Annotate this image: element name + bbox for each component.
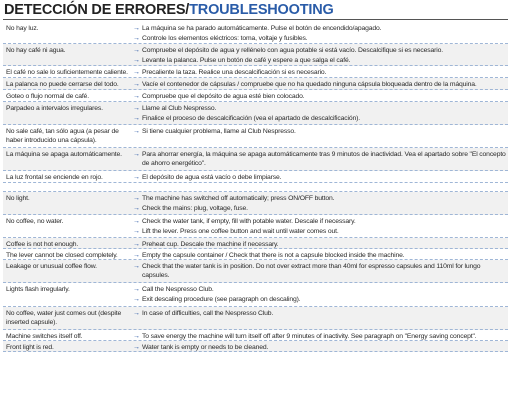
solution-text: Water tank is empty or needs to be cleaned. [142, 343, 269, 351]
problem-cell: Coffee is not hot enough. [6, 240, 79, 248]
solution-item [133, 34, 507, 43]
solution-item [133, 251, 507, 260]
solution-item [133, 204, 507, 213]
solution-cell [133, 78, 507, 89]
solution-text: In case of difficulties, call the Nespresso Club. [142, 309, 274, 317]
problem-cell: La luz frontal se enciende en rojo. [6, 173, 103, 181]
solution-item [133, 56, 507, 65]
arrow-right-icon: → [133, 68, 140, 76]
arrow-right-icon: → [133, 205, 140, 213]
title-underline [3, 19, 508, 20]
title-english: TROUBLESHOOTING [189, 2, 334, 18]
solution-item [133, 227, 507, 236]
arrow-right-icon: → [133, 35, 140, 43]
solution-text: Vacíe el contenedor de cápsulas / compruebe que no ha quedado ninguna cápsula bloqueada dentro de la máquina. [142, 80, 477, 88]
solution-text: El depósito de agua está vacío o debe limpiarse. [142, 173, 282, 181]
solution-cell [133, 283, 507, 304]
solution-item [133, 46, 507, 55]
arrow-right-icon: → [133, 92, 140, 100]
solution-item [133, 173, 507, 182]
solution-text: Compruebe que el depósito de agua esté bien colocado. [142, 92, 305, 100]
problem-cell: No hay luz. [6, 24, 39, 32]
solution-text: Finalice el proceso de descalcificación (vea el apartado de descalcificación). [142, 115, 361, 123]
arrow-right-icon: → [133, 115, 140, 123]
arrow-right-icon: → [133, 24, 140, 32]
arrow-right-icon: → [133, 262, 140, 270]
table-row [3, 307, 508, 330]
solution-cell [133, 125, 507, 136]
arrow-right-icon: → [133, 194, 140, 202]
problem-cell: Goteo o flujo normal de café. [6, 92, 89, 100]
arrow-right-icon: → [133, 240, 140, 248]
table-row [3, 192, 508, 215]
problem-cell: Front light is red. [6, 343, 54, 351]
solution-cell [133, 341, 507, 352]
arrow-right-icon: → [133, 57, 140, 65]
solution-item [133, 194, 507, 203]
arrow-right-icon: → [133, 150, 140, 158]
solution-text: Llame al Club Nespresso. [142, 104, 217, 112]
problem-cell: No sale café, tan sólo agua (a pesar de haber introducido una cápsula). [6, 127, 119, 144]
solution-item [133, 150, 507, 168]
arrow-right-icon: → [133, 332, 140, 340]
table-row [3, 260, 508, 283]
solution-item [133, 80, 507, 89]
solution-text: The machine has switched off automatically; press ON/OFF button. [142, 194, 335, 202]
problem-cell: El café no sale lo suficientemente caliente. [6, 68, 128, 76]
solution-item [133, 262, 507, 280]
solution-text: Exit descaling procedure (see paragraph on descaling). [142, 296, 301, 304]
solution-cell [133, 44, 507, 65]
title-spanish: DETECCIÓN DE ERRORES/ [4, 2, 190, 18]
table-row [3, 330, 508, 341]
table-row [3, 78, 508, 90]
table-row [3, 22, 508, 44]
table-row [3, 44, 508, 66]
solution-text: Precaliente la taza. Realice una descalcificación si es necesario. [142, 68, 327, 76]
table-row [3, 215, 508, 238]
solution-text: Check the water tank, if empty, fill with potable water. Descale if necessary. [142, 217, 356, 225]
arrow-right-icon: → [133, 46, 140, 54]
table-row [3, 125, 508, 148]
arrow-right-icon: → [133, 296, 140, 304]
problem-cell: Parpadeo a intervalos irregulares. [6, 104, 103, 112]
solution-cell [133, 22, 507, 43]
solution-cell [133, 171, 507, 182]
table-row [3, 102, 508, 125]
solution-cell [133, 260, 507, 280]
table-row [3, 249, 508, 260]
solution-text: Levante la palanca. Pulse un botón de café y espere a que salga el café. [142, 57, 351, 65]
solution-text: Preheat cup. Descale the machine if necessary. [142, 240, 279, 248]
troubleshooting-table [3, 22, 508, 352]
arrow-right-icon: → [133, 104, 140, 112]
problem-cell: No light. [6, 194, 30, 202]
solution-item [133, 343, 507, 352]
solution-cell [133, 249, 507, 260]
table-row [3, 341, 508, 352]
problem-cell: The lever cannot be closed completely. [6, 251, 118, 259]
solution-text: Para ahorrar energía, la máquina se apaga automáticamente tras 9 minutos de inactividad. Vea el apartado sobre "El concepto de ahorro energético". [142, 150, 506, 167]
arrow-right-icon: → [133, 173, 140, 181]
problem-cell: Lights flash irregularly. [6, 285, 70, 293]
arrow-right-icon: → [133, 251, 140, 259]
problem-cell: No coffee, water just comes out (despite inserted capsule). [6, 309, 122, 326]
solution-cell [133, 330, 507, 341]
solution-item [133, 217, 507, 226]
solution-text: La máquina se ha parado automáticamente. Pulse el botón de encendido/apagado. [142, 24, 382, 32]
problem-cell: No coffee, no water. [6, 217, 64, 225]
table-row [3, 171, 508, 183]
solution-text: Check the mains: plug, voltage, fuse. [142, 205, 248, 213]
solution-cell [133, 66, 507, 77]
solution-item [133, 332, 507, 341]
solution-cell [133, 238, 507, 249]
solution-cell [133, 148, 507, 168]
table-row [3, 90, 508, 102]
solution-item [133, 68, 507, 77]
problem-cell: No hay café ni agua. [6, 46, 66, 54]
page-title [4, 1, 334, 19]
table-row [3, 283, 508, 307]
solution-item [133, 104, 507, 113]
solution-text: Check that the water tank is in position. Do not over extract more than 40ml for espresso capsules and 110ml for lungo capsules. [142, 262, 481, 279]
solution-text: Empty the capsule container / Check that there is not a capsule blocked inside the machine. [142, 251, 405, 259]
solution-text: Compruebe el depósito de agua y rellénelo con agua potable si está vacío. Descalcifique si es necesario. [142, 46, 444, 54]
solution-item [133, 114, 507, 123]
solution-text: Call the Nespresso Club. [142, 285, 214, 293]
solution-cell [133, 307, 507, 318]
solution-item [133, 24, 507, 33]
problem-cell: La palanca no puede cerrarse del todo. [6, 80, 119, 88]
solution-text: Si tiene cualquier problema, llame al Club Nespresso. [142, 127, 296, 135]
arrow-right-icon: → [133, 343, 140, 351]
section-gap [3, 183, 508, 192]
table-row [3, 238, 508, 249]
solution-item [133, 240, 507, 249]
solution-item [133, 92, 507, 101]
problem-cell: La máquina se apaga automáticamente. [6, 150, 122, 158]
arrow-right-icon: → [133, 228, 140, 236]
problem-cell: Leakage or unusual coffee flow. [6, 262, 97, 270]
solution-text: Controle los elementos eléctricos: toma, voltaje y fusibles. [142, 35, 308, 43]
arrow-right-icon: → [133, 309, 140, 317]
solution-item [133, 285, 507, 294]
arrow-right-icon: → [133, 217, 140, 225]
solution-text: Lift the lever. Press one coffee button and wait until water comes out. [142, 228, 339, 236]
solution-text: To save energy the machine will turn itself off after 9 minutes of inactivity. See paragraph on "Energy saving concept". [142, 332, 477, 340]
solution-item [133, 127, 507, 136]
solution-cell [133, 192, 507, 213]
arrow-right-icon: → [133, 127, 140, 135]
solution-cell [133, 215, 507, 236]
problem-cell: Machine switches itself off. [6, 332, 83, 340]
solution-item [133, 295, 507, 304]
arrow-right-icon: → [133, 285, 140, 293]
solution-item [133, 309, 507, 318]
table-row [3, 148, 508, 171]
solution-cell [133, 102, 507, 123]
arrow-right-icon: → [133, 80, 140, 88]
solution-cell [133, 90, 507, 101]
table-row [3, 66, 508, 78]
